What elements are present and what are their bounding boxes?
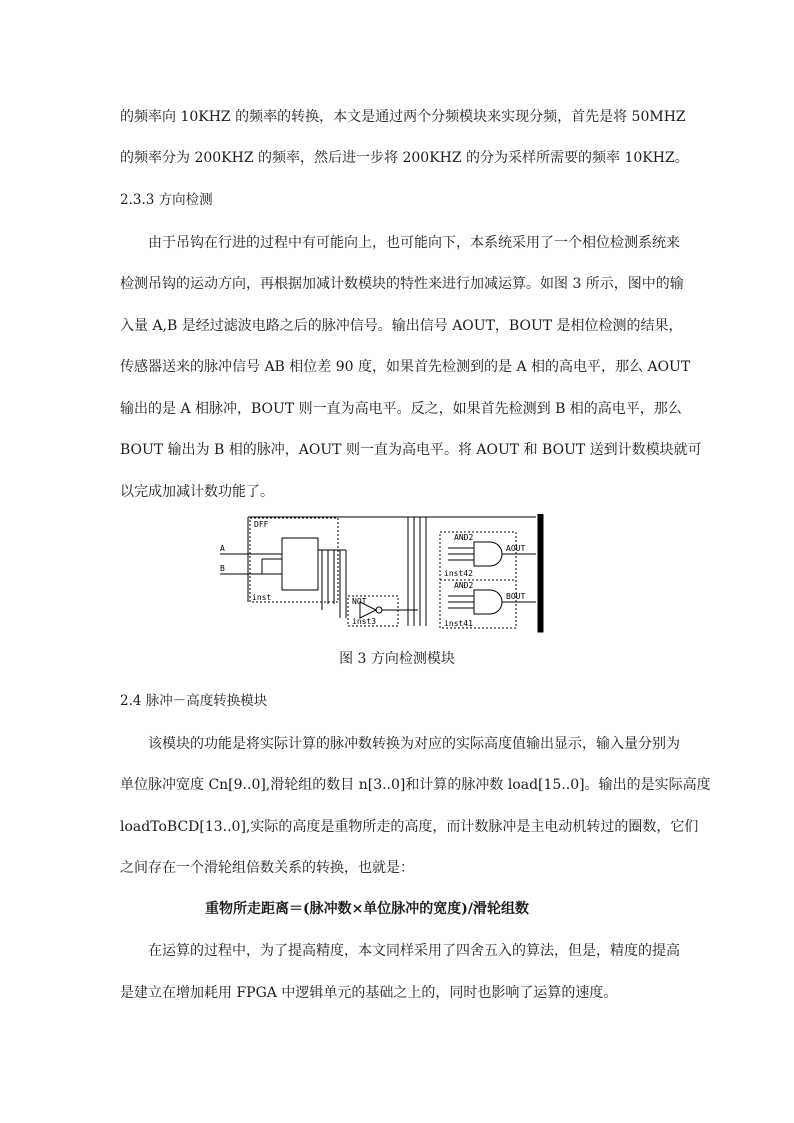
dff-symbol: [282, 538, 318, 590]
formula: 重物所走距离＝(脉冲数×单位脉冲的宽度)/滑轮组数: [204, 901, 530, 917]
text-line: 在运算的过程中，为了提高精度，本文同样采用了四舍五入的算法，但是，精度的提高: [148, 943, 680, 959]
not-label: NOT: [352, 597, 367, 606]
circuit-schematic: [218, 514, 548, 634]
and-gate-top: [474, 542, 502, 566]
and-bottom-inst-label: inst41: [444, 619, 473, 628]
text-line: 传感器送来的脉冲信号 AB 相位差 90 度，如果首先检测到的是 A 相的高电平，那么 AOUT: [120, 359, 691, 375]
input-a-label: A: [220, 544, 225, 553]
not-inst-label: inst3: [352, 617, 377, 626]
text-line: 单位脉冲宽度 Cn[9..0],滑轮组的数目 n[3..0]和计算的脉冲数 load[15..0]。输出的是实际高度: [120, 777, 711, 793]
figure-caption: 图 3 方向检测模块: [339, 651, 455, 667]
dff-block-border: [250, 518, 338, 602]
and-bottom-label: AND2: [454, 581, 474, 590]
dff-label: DFF: [254, 520, 269, 529]
figure-3-direction-detection-circuit: [218, 514, 548, 634]
bout-label: BOUT: [506, 592, 526, 601]
text-line: 由于吊钩在行进的过程中有可能向上，也可能向下，本系统采用了一个相位检测系统来: [148, 235, 680, 251]
section-heading-2-4: 2.4 脉冲－高度转换模块: [120, 693, 268, 709]
text-line: 的频率分为 200KHZ 的频率，然后进一步将 200KHZ 的分为采样所需要的频率 10KHZ。: [120, 150, 689, 166]
text-line: 检测吊钩的运动方向，再根据加减计数模块的特性来进行加减运算。如图 3 所示，图中的输: [120, 276, 684, 292]
text-line: 是建立在增加耗用 FPGA 中逻辑单元的基础之上的，同时也影响了运算的速度。: [120, 985, 618, 1001]
and-gate-bottom: [474, 590, 502, 614]
aout-label: AOUT: [506, 544, 526, 553]
text-line: 的频率向 10KHZ 的频率的转换，本文是通过两个分频模块来实现分频，首先是将 50MHZ: [120, 109, 686, 125]
dff-inst-label: inst: [252, 593, 272, 602]
text-line: 入量 A,B 是经过滤波电路之后的脉冲信号。输出信号 AOUT，BOUT 是相位检测的结果，: [120, 318, 683, 334]
output-bus-bar: [538, 514, 543, 632]
text-line: 之间存在一个滑轮组倍数关系的转换，也就是：: [120, 860, 414, 876]
text-line: BOUT 输出为 B 相的脉冲，AOUT 则一直为高电平。将 AOUT 和 BOUT 送到计数模块就可: [120, 442, 702, 458]
section-heading-2-3-3: 2.3.3 方向检测: [120, 192, 213, 208]
and-top-label: AND2: [454, 533, 474, 542]
text-line: 以完成加减计数功能了。: [120, 484, 274, 500]
text-line: 该模块的功能是将实际计算的脉冲数转换为对应的实际高度值输出显示，输入量分别为: [148, 736, 680, 752]
text-line: 输出的是 A 相脉冲，BOUT 则一直为高电平。反之，如果首先检测到 B 相的高电平，那么: [120, 401, 682, 417]
and-top-inst-label: inst42: [444, 569, 473, 578]
text-line: loadToBCD[13..0],实际的高度是重物所走的高度，而计数脉冲是主电动机转过的圈数，它们: [120, 819, 699, 835]
input-b-label: B: [220, 564, 225, 573]
